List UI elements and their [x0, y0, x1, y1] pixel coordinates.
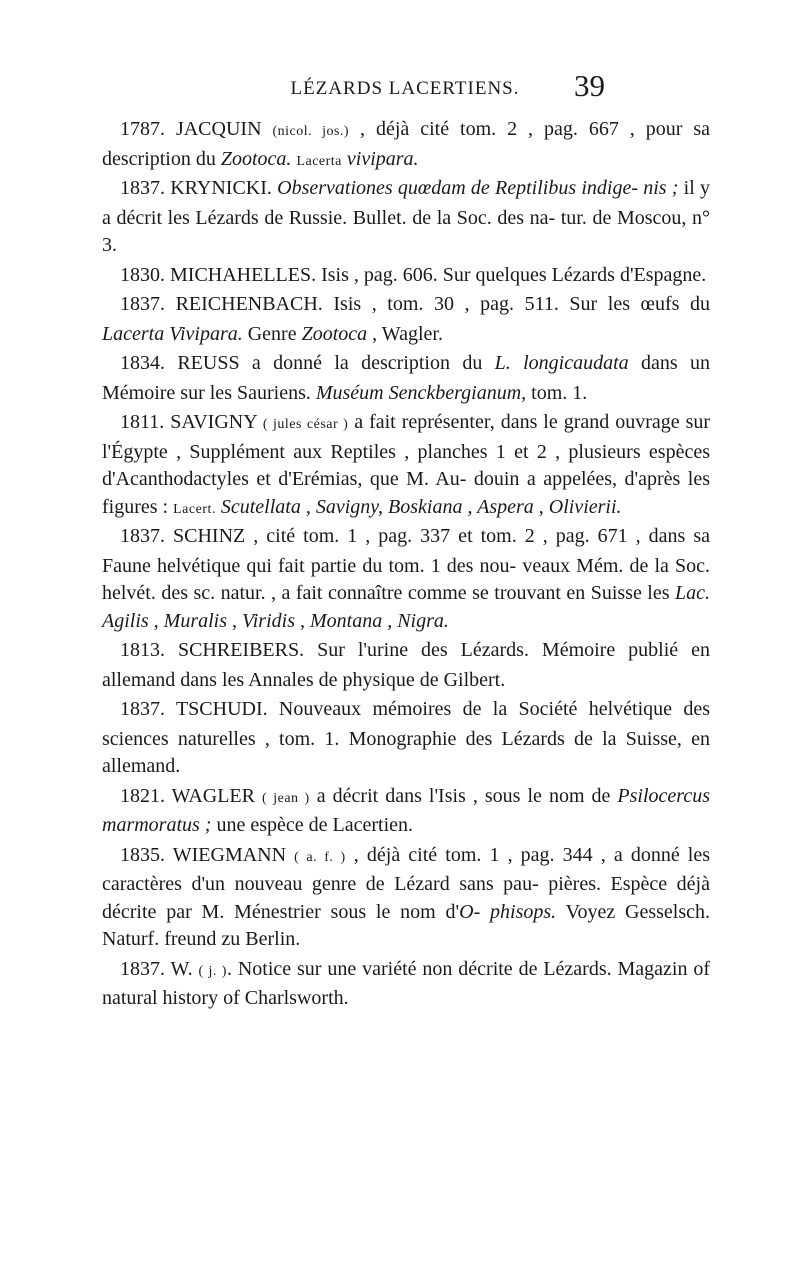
entry-author: WIEGMANN — [172, 843, 287, 866]
entry-year: 1834. — [120, 352, 165, 374]
entry-year: 1835. — [120, 843, 165, 866]
page-body — [102, 116, 710, 1015]
entry-year: 1837. — [120, 177, 165, 199]
bibliography-entry: 1821. WAGLER ( jean ) a décrit dans l'Isis , sous le nom de Psilocercus marmoratus ; une espèce de Lacertien. — [102, 784, 710, 836]
entry-author: SCHINZ , — [173, 525, 259, 547]
entry-author-forenames: ( jean ) — [262, 790, 310, 806]
entry-author-forenames: ( jules césar ) — [262, 417, 349, 432]
bibliography-entry: 1835. WIEGMANN ( a. f. ) , déjà cité tom. 1 , pag. 344 , a donné les caractères d'un nouveau genre de Lézard sans pau- pières. Espèce déjà décrite par M. Ménestrier sous le nom d'O- phisops. Voyez Gesselsch. Naturf. freund zu Berlin. — [102, 843, 711, 950]
entry-year: 1837. — [120, 957, 165, 980]
entry-author: WAGLER — [171, 784, 255, 807]
entry-author: W. — [170, 957, 193, 980]
page-header — [0, 68, 800, 118]
entry-year: 1837. — [120, 293, 165, 315]
bibliography-entry: 1787. JACQUIN (nicol. jos.) , déjà cité tom. 2 , pag. 667 , pour sa description du Zootoca. Lacerta vivipara. — [102, 118, 711, 170]
bibliography-entry: 1834. REUSS a donné la description du L. longicaudata dans un Mémoire sur les Sauriens. Muséum Senckbergianum, tom. 1. — [102, 352, 711, 404]
entry-year: 1837. — [120, 525, 165, 547]
entry-year: 1813. — [120, 639, 165, 661]
entry-year: 1821. — [120, 784, 165, 807]
entry-year: 1787. — [120, 118, 165, 140]
entry-year: 1811. — [120, 411, 165, 433]
entry-author-forenames: ( j. ) — [198, 963, 227, 979]
entry-year: 1830. — [120, 263, 165, 286]
bibliography-entry: 1837. KRYNICKI. Observationes quœdam de Reptilibus indige- nis ; il y a décrit les Lézards de Russie. Bullet. de la Soc. des na- tur. de Moscou, n° 3. — [102, 177, 711, 256]
entry-author-forenames: ( a. f. ) — [294, 849, 346, 865]
entry-author: MICHAHELLES. — [170, 263, 317, 286]
entry-author: KRYNICKI. — [170, 177, 272, 199]
entry-author: REUSS — [177, 352, 240, 374]
page-number: 39 — [574, 68, 605, 103]
bibliography-entry: 1811. SAVIGNY ( jules césar ) a fait représenter, dans le grand ouvrage sur l'Égypte , Supplément aux Reptiles , planches 1 et 2 , plusieurs espèces d'Acanthodactyles et d'Erémias, que M. Au- douin a appelées, d'après les figures : Lacert. Scutellata , Savigny, Boskiana , Aspera , Olivierii. — [102, 411, 711, 518]
bibliography-entry: 1813. SCHREIBERS. Sur l'urine des Lézards. Mémoire publié en allemand dans les Annales de physique de Gilbert. — [102, 639, 711, 691]
entry-author-forenames: (nicol. jos.) — [272, 124, 350, 139]
entry-author: SAVIGNY — [170, 411, 257, 433]
entry-author: JACQUIN — [175, 118, 262, 140]
bibliography-entry: 1830. MICHAHELLES. Isis , pag. 606. Sur quelques Lézards d'Espagne. — [120, 263, 707, 286]
entry-author: REICHENBACH. — [175, 293, 323, 315]
entry-author: SCHREIBERS. — [177, 639, 305, 661]
entry-year: 1837. — [120, 698, 165, 720]
bibliography-entry: 1837. REICHENBACH. Isis , tom. 30 , pag. 511. Sur les œufs du Lacerta Vivipara. Genre Zootoca , Wagler. — [102, 293, 711, 345]
entry-author: TSCHUDI. — [175, 698, 268, 720]
running-head: LÉZARDS LACERTIENS. — [290, 78, 520, 99]
bibliography-entry: 1837. W. ( j. ). Notice sur une variété non décrite de Lézards. Magazin of natural history of Charlsworth. — [102, 957, 711, 1009]
bibliography-entry: 1837. TSCHUDI. Nouveaux mémoires de la Société helvétique des sciences naturelles , tom. 1. Monographie des Lézards de la Suisse, en allemand. — [102, 698, 711, 777]
bibliography-entry: 1837. SCHINZ , cité tom. 1 , pag. 337 et tom. 2 , pag. 671 , dans sa Faune helvétique qui fait partie du tom. 1 des nou- veaux Mém. de la Soc. helvét. des sc. natur. , a fait connaître comme se trouvant en Suisse les Lac. Agilis , Muralis , Viridis , Montana , Nigra. — [102, 525, 711, 632]
